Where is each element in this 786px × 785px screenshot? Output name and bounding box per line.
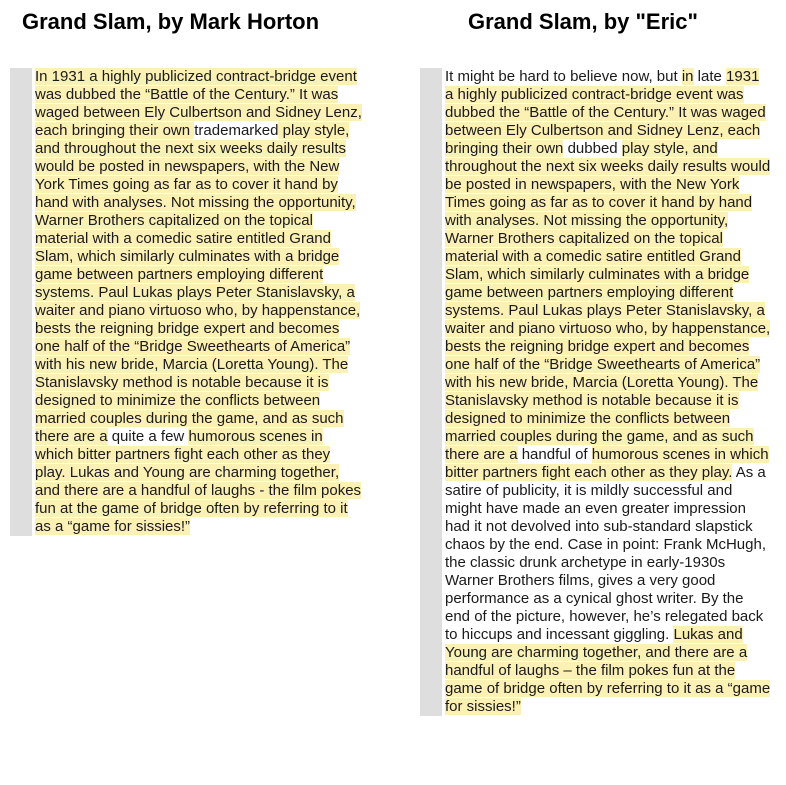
highlighted-text-segment: humorous scenes in which bitter partners fight each other as they play. Lukas and Young are charming together, and there are a handful of laughs - the film pokes fun at the game of bridge often by referring to it as a “game for sissies!” xyxy=(35,428,362,535)
left-column-text-block xyxy=(10,68,362,536)
highlighted-text-segment: 1931 a highly publicized contract-bridge event was dubbed the “Battle of the Century.” It was waged between Ely Culbertson and Sidney Lenz, each bringing their own xyxy=(445,68,766,157)
right-column-text-block xyxy=(420,68,771,716)
highlighted-text-segment: play style, and throughout the next six weeks daily results would be posted in newspapers, with the New York Times going as far as to cover it hand by hand with analyses. Not missing the opportunity, Warner Brothers capitalized on the topical material with a comedic satire entitled Grand Slam, which similarly culminates with a bridge game between partners employing different systems. Paul Lukas plays Peter Stanislavsky, a waiter and piano virtuoso who, by happenstance, bests the reigning bridge expert and becomes one half of the “Bridge Sweethearts of America” with his new bride, Marcia (Loretta Young). The Stanislavsky method is notable because it is designed to minimize the conflicts between married couples during the game, and as such there are a xyxy=(35,122,361,445)
plain-text-segment: handful of xyxy=(517,446,592,463)
right-column-paragraph xyxy=(445,68,771,716)
plain-text-segment: trademarked xyxy=(194,122,279,139)
plain-text-segment: dubbed xyxy=(563,140,622,157)
left-column-paragraph xyxy=(35,68,362,536)
plain-text-segment: It might be hard to believe now, but xyxy=(445,68,682,85)
plain-text-segment: late xyxy=(693,68,727,85)
highlighted-text-segment: humorous scenes in which bitter partners fight each other as they play. xyxy=(445,446,769,481)
highlighted-text-segment: play style, and throughout the next six weeks daily results would be posted in newspapers, with the New York Times going as far as to cover it hand by hand with analyses. Not missing the opportunity, Warner Brothers capitalized on the topical material with a comedic satire entitled Grand Slam, which similarly culminates with a bridge game between partners employing different systems. Paul Lukas plays Peter Stanislavsky, a waiter and piano virtuoso who, by happenstance, bests the reigning bridge expert and becomes one half of the “Bridge Sweethearts of America” with his new bride, Marcia (Loretta Young). The Stanislavsky method is notable because it is designed to minimize the conflicts between married couples during the game, and as such there are a xyxy=(445,140,771,463)
right-column-title: Grand Slam, by "Eric" xyxy=(468,9,698,34)
highlighted-text-segment: In 1931 a highly publicized contract-bridge event was dubbed the “Battle of the Century.” It was waged between Ely Culbertson and Sidney Lenz, each bringing their own xyxy=(35,68,362,139)
plain-text-segment: As a satire of publicity, it is mildly successful and might have made an even greater impression had it not devolved into sub-standard slapstick chaos by the end. Case in point: Frank McHugh, the classic drunk archetype in early-1930s Warner Brothers films, gives a very good performance as a cynical ghost writer. By the end of the picture, however, he’s relegated back to hiccups and incessant giggling. xyxy=(445,464,767,643)
plain-text-segment: quite a few xyxy=(107,428,189,445)
highlighted-text-segment: Lukas and Young are charming together, and there are a handful of laughs – the film pokes fun at the game of bridge often by referring to it as a “game for sissies!” xyxy=(445,626,771,715)
highlighted-text-segment: in xyxy=(681,68,694,85)
left-column-title: Grand Slam, by Mark Horton xyxy=(22,9,320,34)
